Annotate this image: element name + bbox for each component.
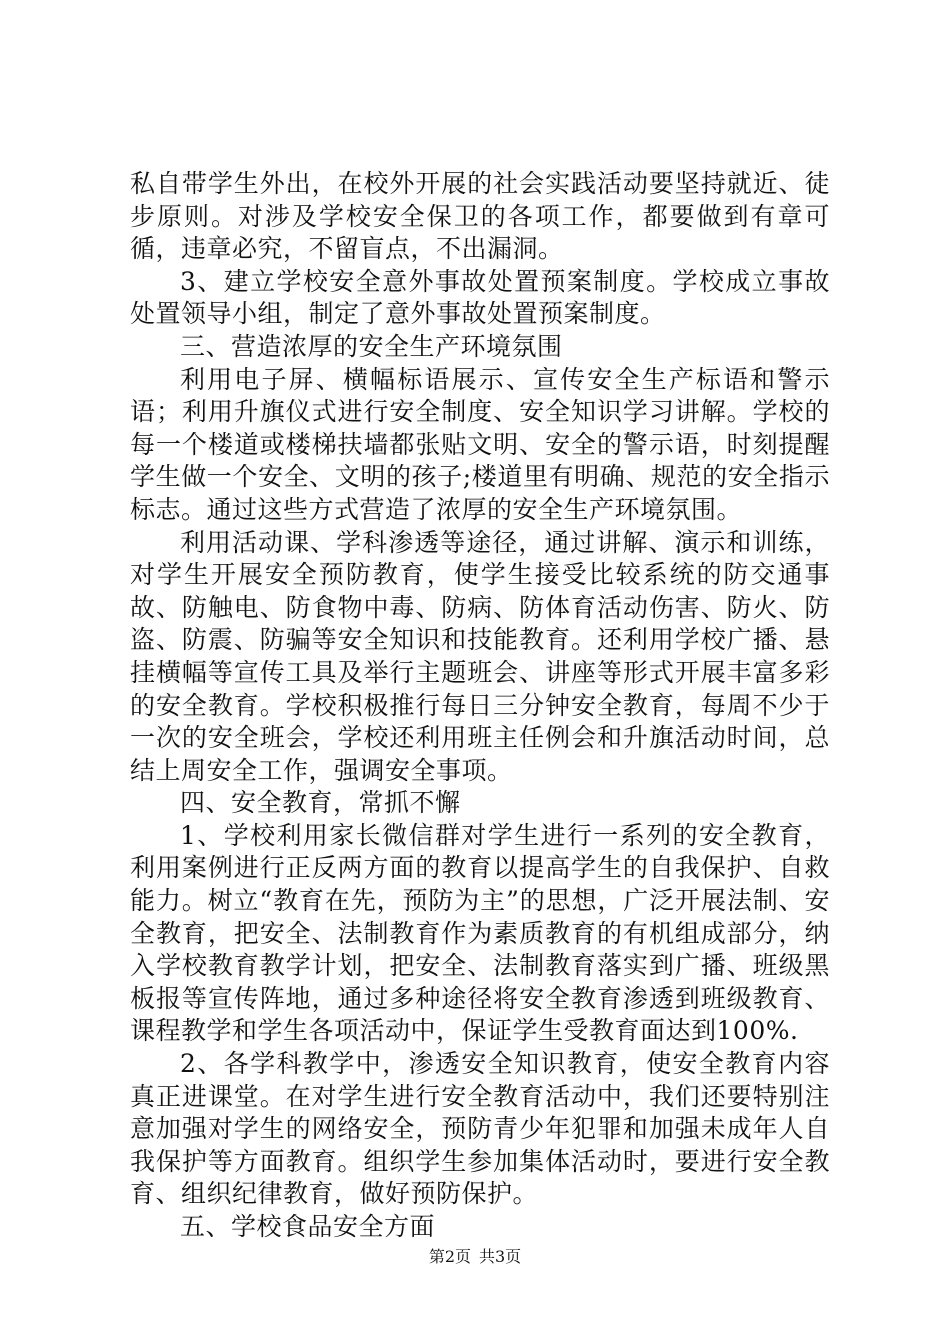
paragraph: 利用活动课、学科渗透等途径，通过讲解、演示和训练，对学生开展安全预防教育，使学生接受比较系统的防交通事故、防触电、防食物中毒、防病、防体育活动伤害、防火、防盗、防震、防骗等安全知识和技能教育。还利用学校广播、悬挂横幅等宣传工具及举行主题班会、讲座等形式开展丰富多彩的安全教育。学校积极推行每日三分钟安全教育，每周不少于一次的安全班会，学校还利用班主任例会和升旗活动时间，总结上周安全工作，强调安全事项。 <box>130 527 830 785</box>
page-footer <box>0 1244 950 1267</box>
paragraph: 私自带学生外出，在校外开展的社会实践活动要坚持就近、徒步原则。对涉及学校安全保卫的各项工作，都要做到有章可循，违章必究，不留盲点，不出漏洞。 <box>130 169 830 264</box>
paragraph: 利用电子屏、横幅标语展示、宣传安全生产标语和警示语；利用升旗仪式进行安全制度、安全知识学习讲解。学校的每一个楼道或楼梯扶墙都张贴文明、安全的警示语，时刻提醒学生做一个安全、文明的孩子;楼道里有明确、规范的安全指示标志。通过这些方式营造了浓厚的安全生产环境氛围。 <box>130 364 830 524</box>
paragraph: 2、各学科教学中，渗透安全知识教育，使安全教育内容真正进课堂。在对学生进行安全教育活动中，我们还要特别注意加强对学生的网络安全，预防青少年犯罪和加强未成年人自我保护等方面教育。组织学生参加集体活动时，要进行安全教育、组织纪律教育，做好预防保护。 <box>130 1049 830 1209</box>
section-heading: 四、安全教育，常抓不懈 <box>180 788 461 818</box>
document-body <box>130 168 830 1244</box>
paragraph: 3、建立学校安全意外事故处置预案制度。学校成立事故处置领导小组，制定了意外事故处置预案制度。 <box>130 266 830 329</box>
page-total: 共3页 <box>479 1247 522 1266</box>
paragraph: 1、学校利用家长微信群对学生进行一系列的安全教育，利用案例进行正反两方面的教育以提高学生的自我保护、自救能力。树立“教育在先，预防为主”的思想，广泛开展法制、安全教育，把安全、法制教育作为素质教育的有机组成部分，纳入学校教育教学计划，把安全、法制教育落实到广播、班级黑板报等宣传阵地，通过多种途径将安全教育渗透到班级教育、课程教学和学生各项活动中，保证学生受教育面达到100%. <box>130 820 830 1046</box>
page-number: 第2页 <box>428 1247 471 1266</box>
section-heading: 五、学校食品安全方面 <box>180 1212 436 1241</box>
section-heading: 三、营造浓厚的安全生产环境氛围 <box>180 331 563 361</box>
